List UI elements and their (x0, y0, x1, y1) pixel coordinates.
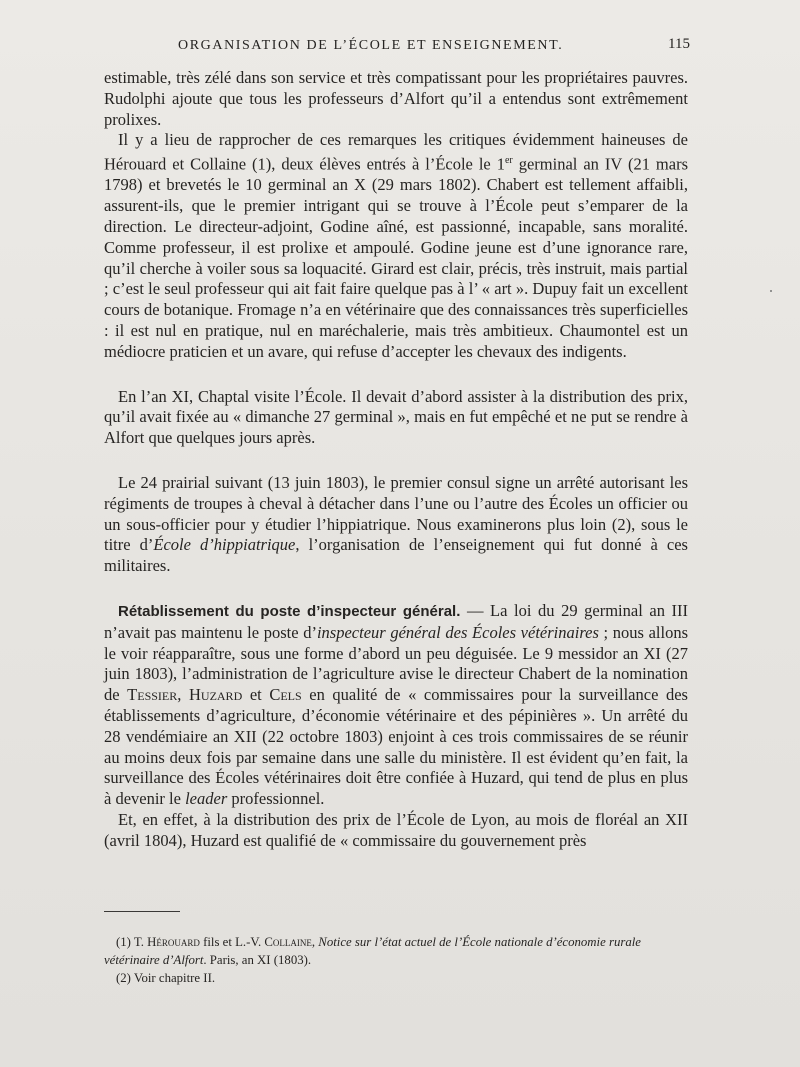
paper-speck (770, 290, 772, 292)
running-header (178, 38, 690, 54)
paragraph-2 (104, 130, 688, 362)
page-number: 115 (668, 36, 690, 52)
paragraph-5-italic-title: inspecteur général des Écoles vétérinaires (316, 622, 599, 642)
paragraph-6 (104, 810, 688, 852)
paragraph-4-part-a: Le 24 prairial suivant (13 juin 1803), le premier consul signe un arrêté autorisant les régiments de troupes à cheval à détacher dans l’une ou l’autre des Écoles un officier ou un sous-officier pour y étudier l’hippiatrique. Nous examinerons plus loin (2), sous le titre d’ (104, 473, 688, 555)
body-text (104, 68, 688, 852)
paragraph-5-italic-leader: leader (185, 789, 228, 809)
name-tessier: Tessier (127, 685, 178, 705)
paragraph-5-part-b: ; nous allons le voir réapparaître, sous une forme d’abord un peu déguisée. Le 9 messidor an XI (27 juin 1803), l’administration de l’agriculture avise le directeur Chabert de la nomination de (104, 622, 689, 705)
paragraph-5-part-a: — La loi du 29 germinal an III n’avait pas maintenu le poste d’ (104, 601, 688, 642)
paragraph-4-part-b: , l’organisation de l’enseignement qui fut donné à ces militaires. (104, 535, 688, 576)
footnote-rule (104, 911, 180, 912)
name-huzard: Huzard (188, 685, 243, 705)
footnote-1-part-a: (1) T. (116, 935, 148, 949)
paragraph-2-part-b: germinal an IV (21 mars 1798) et brevetés le 10 germinal an X (29 mars 1802). Chabert est tellement affaibli, assurent-ils, que le premier intrigant qui se trouve à l’École peut s’emparer de la direction. Le directeur-adjoint, Godine aîné, est passionné, incapable, sans moralité. Comme professeur, il est prolixe et ampoulé. Godine jeune est d’une ignorance rare, qu’il cherche à voiler sous sa loquacité. Girard est clair, précis, très instruit, mais partial ; c’est le seul professeur qui ait fait faire quelque pas à l’ « art ». Dupuy fait un excellent cours de botanique. Fromage n’a en vétérinaire que des connaissances très superficielles : il est nul en pratique, nul en maréchalerie, mais très ambitieux. Chaumontel est un médiocre praticien et un avare, qui refuse d’accepter les chevaux des indigents. (104, 154, 689, 361)
running-title: ORGANISATION DE L’ÉCOLE ET ENSEIGNEMENT. (178, 38, 564, 53)
paragraph-5 (104, 601, 688, 810)
footnote-1-italic-title: Notice sur l’état actuel de l’École nationale d’économie rurale vétérinaire d’Alfort (104, 935, 641, 967)
paragraph-4-italic-title: École d’hippiatrique (153, 535, 296, 555)
paragraph-5-part-e: en qualité de « commissaires pour la surveillance des établissements d’agriculture, d’économie vétérinaire et des pépinières ». Un arrêté du 28 vendémiaire an XII (22 octobre 1803) enjoint à ces trois commissaires de se réunir au moins deux fois par semaine dans une salle du ministère. Il est évident qu’en fait, la surveillance des Écoles vétérinaires doit être confiée à Huzard, qui tend de plus en plus à devenir le (104, 685, 688, 809)
paragraph-4 (104, 473, 688, 577)
footnote-1-part-b: fils et L.-V. (199, 935, 265, 949)
paragraph-3-text: En l’an XI, Chaptal visite l’École. Il devait d’abord assister à la distribution des prix, qu’il avait fixée au « dimanche 27 germinal », mais en fut empêché et ne put se rendre à Alfort que quelques jours après. (104, 386, 688, 448)
footnote-name-collaine: Collaine (264, 935, 312, 949)
section-heading: Rétablissement du poste d’inspecteur général. (118, 603, 461, 621)
name-cels: Cels (269, 685, 302, 705)
footnote-1-part-d: . Paris, an XI (1803). (203, 953, 312, 967)
footnote-1 (104, 933, 688, 969)
paragraph-1-text: estimable, très zélé dans son service et très compatissant pour les propriétaires pauvres. Rudolphi ajoute que tous les professeurs d’Alfort qu’il a entendus sont extrêmement prolixes. (104, 68, 688, 129)
paragraph-1 (104, 68, 688, 130)
paragraph-5-part-d: et (242, 685, 270, 705)
paragraph-5-part-c: , (177, 685, 189, 705)
paragraph-3 (104, 387, 688, 449)
footnote-2 (104, 969, 688, 987)
footnote-2-text: (2) Voir chapitre II. (116, 971, 216, 985)
ordinal-superscript: er (504, 155, 513, 167)
paragraph-5-part-f: professionnel. (227, 789, 325, 809)
paragraph-6-text: Et, en effet, à la distribution des prix de l’École de Lyon, au mois de floréal an XII (avril 1804), Huzard est qualifié de « commissaire du gouvernement près (104, 810, 688, 850)
footnote-name-herouard: Hérouard (147, 935, 200, 949)
paragraph-2-part-a: Il y a lieu de rapprocher de ces remarques les critiques évidemment haineuses de Hérouard et Collaine (1), deux élèves entrés à l’École le 1 (104, 130, 688, 174)
footnote-1-part-c: , (311, 935, 319, 949)
footnotes (104, 933, 688, 987)
